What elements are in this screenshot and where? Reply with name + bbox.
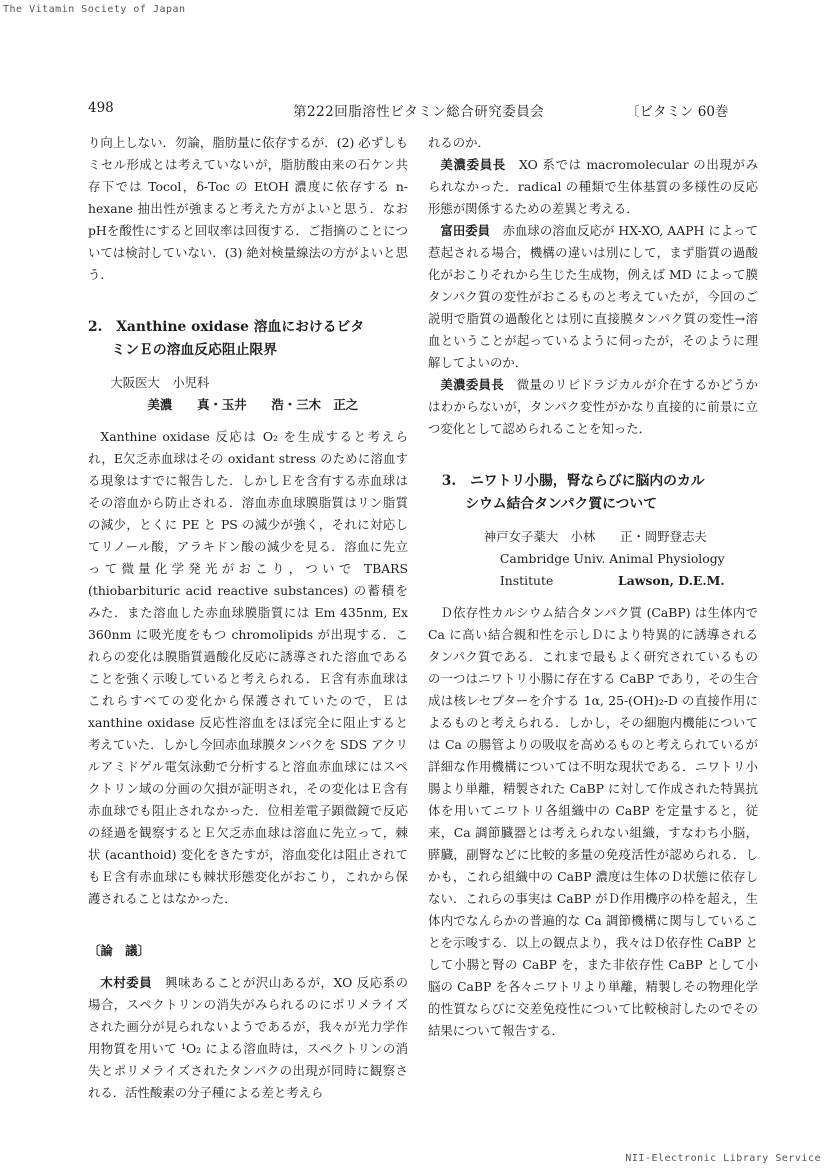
mino-reply-1 <box>428 154 758 220</box>
section-2-heading-line1: 2. Xanthine oxidase 溶血におけるビタ <box>88 319 365 335</box>
section-3-affiliation-3 <box>428 570 758 592</box>
section-2-body: Xanthine oxidase 反応は O₂ を生成すると考えられ，E欠乏赤血球はその oxidant stress のために溶血する現象はすでに報告した．しかしＥを含有する赤血球はその溶血から防止される．溶血赤血球膜脂質はリン脂質の減少，とくに PE と PS の減少が強く，それに対応してリノール酸，アラキドン酸の減少を見る．溶血に先立って微量化学発光がおこり，ついで TBARS (thiobarbituric acid reactive substances) の蓄積をみた．また溶血した赤血球膜脂質には Em 435nm, Ex 360nm に吸光度をもつ chromolipids が出現する．これらの変化は膜脂質過酸化反応に誘導された溶血であることを強く示唆していると考えられる．Ｅ含有赤血球はこれらすべての変化から保護されていたので，Ｅは xanthine oxidase 反応性溶血をほぼ完全に阻止すると考えていた．しかし今回赤血球膜タンパクを SDS アクリルアミドゲル電気泳動で分析すると溶血赤血球にはスペクトリン域の分画の欠損が証明され，その変化はＥ含有赤血球でも阻止されなかった．位相差電子顕微鏡で反応の経過を観察するとＥ欠乏赤血球は溶血に先立って，棘状 (acanthoid) 変化をきたすが，溶血変化は阻止されてもＥ含有赤血球にも棘状形態変化がおこり，これから保護されることはなかった． <box>88 429 408 906</box>
continued-answer: り向上しない．勿論，脂肪量に依存するが．(2) 必ずしもミセル形成とは考えていないが，脂肪酸由来の石ケン共存下では Tocol，δ-Toc の EtOH 濃度に依存する n-hexane 抽出性が強まると考えた方がよいと思う．なおpHを酸性にすると回収率は回復する．ご指摘のことについては検討していない．(3) 絶対検量線法の方がよいと思う． <box>88 135 408 282</box>
section-2-authors: 美濃 真・玉井 浩・三木 正之 <box>147 397 359 412</box>
comment-text: XO 系では macromolecular の出現がみられなかった．radical の種類で生体基質の多様性の反応形態が関係するための差異と考える． <box>428 157 759 216</box>
discussion-heading: 〔論 議〕 <box>88 943 150 958</box>
tomita-comment <box>428 220 758 374</box>
left-column <box>88 132 408 1104</box>
kimura-comment <box>88 972 408 1104</box>
speaker-label: 木村委員 <box>100 975 153 990</box>
comment-text: 赤血球の溶血反応が HX-XO, AAPH によって惹起される場合，機構の違いは別にして，まず脂質の過酸化がおこりそれから生じた生成物，例えば MD によって膜タンパク質の変性がおこるものと考えていたが，今回のご説明で脂質の過酸化とは別に直接膜タンパク質の変性→溶血ということが起っているように伺ったが，そのように理解してよいのか． <box>428 223 759 370</box>
section-3-heading <box>428 470 758 516</box>
section-3-affiliation-2: Cambridge Univ. Animal Physiology <box>499 551 725 566</box>
speaker-label: 美濃委員長 <box>440 377 504 392</box>
right-column <box>428 132 758 1042</box>
section-3-affiliation-1: 神戸女子薬大 小林 正・岡野登志夫 <box>483 529 707 544</box>
section-2-heading-line2: ミンＥの溶血反応阻止限界 <box>111 342 278 358</box>
watermark-top: The Vitamin Society of Japan <box>3 4 186 15</box>
comment-text: 微量のリピドラジカルが介在するかどうかはわからないが，タンパク変性がかなり直接的に前景に立つ変化として認められることを知った． <box>428 377 759 436</box>
section-2-affiliation: 大阪医大 小児科 <box>110 375 210 390</box>
continued-question: れるのか． <box>428 135 490 150</box>
section-3-author-lawson: Lawson, D.E.M. <box>618 573 725 588</box>
watermark-bottom: NII-Electronic Library Service <box>625 1153 821 1164</box>
section-3-heading-line2: シウム結合タンパク質について <box>465 496 658 512</box>
speaker-label: 富田委員 <box>440 223 491 238</box>
comment-text: 興味あることが沢山あるが，XO 反応系の場合，スペクトリンの消失がみられるのにポリメライズされた画分が見られないようであるが，我々が光力学作用物質を用いて ¹O₂ による溶血時は，スペクトリンの消失とポリメライズされたタンパクの出現が同時に観察される．活性酸素の分子種による差と考えら <box>88 975 409 1100</box>
speaker-label: 美濃委員長 <box>440 157 506 172</box>
journal-volume: 〔ビタミン 60巻 <box>626 104 729 120</box>
mino-reply-2 <box>428 374 758 440</box>
section-2-heading <box>88 316 408 362</box>
section-3-body: Ｄ依存性カルシウム結合タンパク質 (CaBP) は生体内で Ca に高い結合親和性を示しＤにより特異的に誘導されるタンパク質である．これまで最もよく研究されているものの一つはニワトリ小腸に存在する CaBP であり，その生合成は核レセプターを介する 1α, 25-(OH)₂-D の直接作用によるものと考えられる．しかし，その細胞内機能については Ca の腸管よりの吸収を高めるものと考えられているが詳細な作用機構については不明な現状である．ニワトリ小腸より単離，精製された CaBP に対して作成された特異抗体を用いてニワトリ各組織中の CaBP を定量すると，従来，Ca 調節臓器とは考えられない組織，すなわち小脳，膵臓，副腎などに比較的多量の免疫活性が認められる．しかも，これら組織中の CaBP 濃度は生体のＤ状態に依存しない．これらの事実は CaBP がＤ作用機序の枠を超え，生体内でなんらかの普遍的な Ca 調節機構に関与していることを示唆する．以上の観点より，我々はＤ依存性 CaBP として小腸と腎の CaBP を，また非依存性 CaBP として小脳の CaBP を各々ニワトリより単離，精製しその物理化学的性質ならびに交差免疫性について比較検討したのでその結果について報告する． <box>428 605 758 1038</box>
institute-label: Institute <box>499 573 554 588</box>
page-number: 498 <box>88 100 114 116</box>
running-title: 第222回脂溶性ビタミン総合研究委員会 <box>293 104 545 120</box>
section-3-heading-line1: 3. ニワトリ小腸，腎ならびに脳内のカル <box>441 473 705 489</box>
